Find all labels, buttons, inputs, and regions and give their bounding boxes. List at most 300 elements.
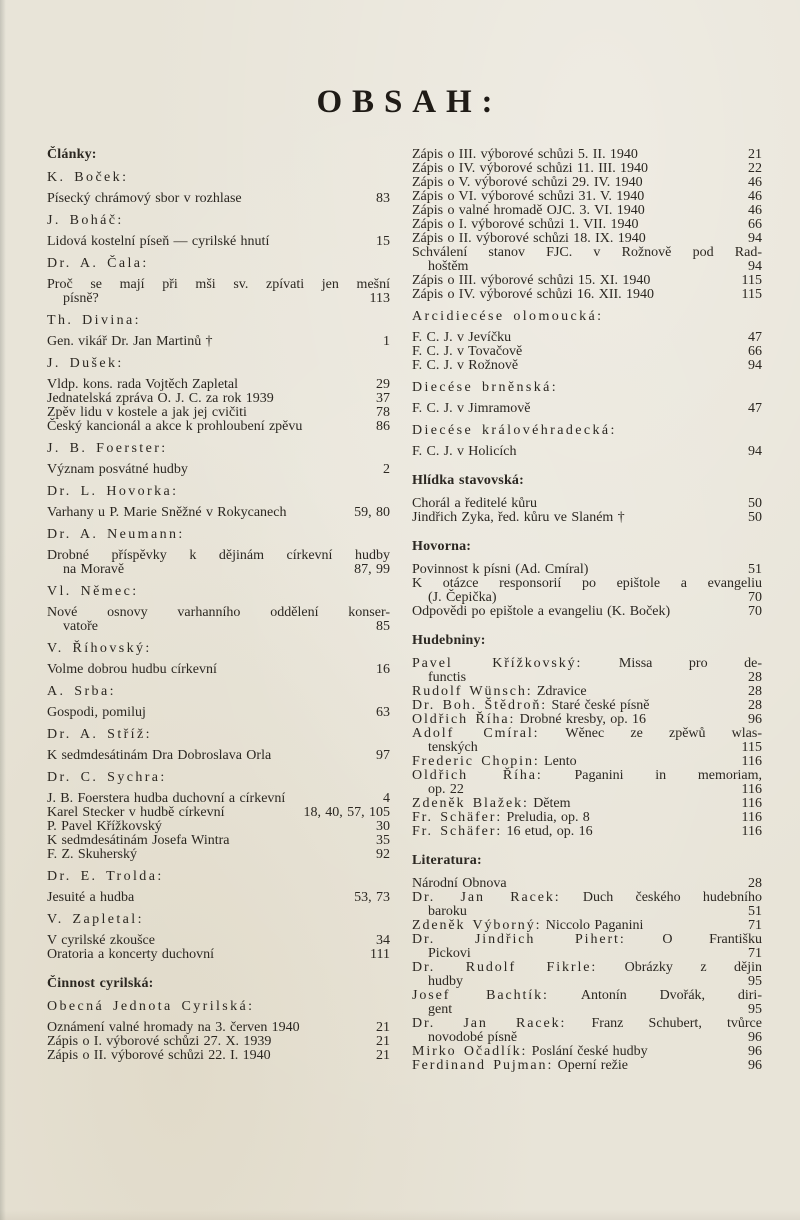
entry-page-number: 66	[748, 344, 762, 359]
toc-column-left	[47, 148, 390, 1073]
entry-text	[412, 877, 762, 891]
entry-line: Oznámení valné hromady na 3. červen 1940	[47, 1020, 300, 1035]
toc-entry	[412, 713, 762, 727]
entry-line: F. C. J. v Jevíčku	[412, 330, 512, 345]
entry-line: Jindřich Zyka, řed. kůru ve Slaném †	[412, 510, 625, 525]
entry-text	[412, 713, 762, 727]
entry-line: J. B. Foerstera hudba duchovní a církevní	[47, 791, 286, 806]
entry-page-number: 115	[741, 740, 762, 755]
entry-line: K sedmdesátinám Josefa Wintra	[47, 833, 230, 848]
entry-line: Nové osnovy varhanního oddělení konser-	[47, 605, 390, 620]
entry-text	[412, 825, 762, 839]
section-heading: Články:	[47, 147, 97, 162]
entry-text	[47, 1035, 390, 1049]
entry-text	[412, 577, 762, 605]
toc-entry	[412, 755, 762, 769]
entry-text	[47, 335, 390, 349]
toc-entry	[412, 345, 762, 359]
entry-page-number: 66	[748, 217, 762, 232]
entry-text	[47, 663, 390, 677]
entry-page-number: 1	[383, 334, 390, 349]
entry-text	[412, 563, 762, 577]
entry-page-number: 51	[748, 562, 762, 577]
entry-title: Niccolo Paganini	[545, 918, 644, 933]
spaced-heading: Arcidiecése olomoucká:	[412, 309, 604, 324]
entry-text	[412, 755, 762, 769]
entry-line: vatoře	[63, 619, 98, 634]
entry-line	[412, 699, 762, 713]
entry-text	[412, 331, 762, 345]
entry-line: F. C. J. v Rožnově	[412, 358, 519, 373]
toc-entry	[412, 204, 762, 218]
entry-title: Staré české písně	[551, 698, 650, 713]
toc-entry	[412, 1017, 762, 1045]
entry-page-number: 116	[741, 810, 762, 825]
entry-page-number: 16	[376, 662, 390, 677]
entry-author-name: Frederic Chopin:	[412, 754, 540, 769]
entry-line: F. C. J. v Tovačově	[412, 344, 523, 359]
entry-author-name: Fr. Schäfer:	[412, 824, 503, 839]
entry-author-name: Zdeněk Blažek:	[412, 796, 529, 811]
entry-page-number: 28	[748, 670, 762, 685]
entry-page-number: 83	[376, 191, 390, 206]
entry-text	[412, 933, 762, 961]
entry-text	[412, 402, 762, 416]
entry-text	[412, 148, 762, 162]
entry-text	[412, 699, 762, 713]
spaced-heading: Dr. E. Trolda:	[47, 869, 164, 884]
section-heading: Hlídka stavovská:	[412, 473, 524, 488]
entry-title: Franz Schubert, tvůrce	[591, 1016, 762, 1031]
toc-entry	[412, 577, 762, 605]
entry-author-name: Dr. Jan Racek:	[412, 890, 561, 905]
entry-line: Odpovědi po epištole a evangeliu (K. Boček)	[412, 604, 671, 619]
entry-line	[412, 727, 762, 741]
toc-entry	[47, 891, 390, 905]
entry-line: Zápis o III. výborové schůzi 15. XI. 1940	[412, 273, 651, 288]
entry-text	[412, 345, 762, 359]
entry-line	[412, 919, 762, 933]
entry-text	[47, 235, 390, 249]
spaced-heading: V. Říhovský:	[47, 641, 152, 656]
entry-page-number: 96	[748, 712, 762, 727]
entry-title: Obrázky z dějin	[624, 960, 762, 975]
entry-author-name: Mirko Očadlík:	[412, 1044, 528, 1059]
entry-text	[47, 820, 390, 834]
entry-author-name: Oldřich Říha:	[412, 712, 516, 727]
entry-line: Volme dobrou hudbu církevní	[47, 662, 217, 677]
entry-text	[412, 218, 762, 232]
entry-author-name: Pavel Křížkovský:	[412, 656, 583, 671]
toc-entry	[412, 497, 762, 511]
entry-text	[412, 657, 762, 685]
entry-text	[47, 848, 390, 862]
entry-line: Zápis o III. výborové schůzi 5. II. 1940	[412, 147, 638, 162]
entry-page-number: 111	[370, 947, 390, 962]
toc-entry	[412, 445, 762, 459]
entry-page-number: 51	[748, 904, 762, 919]
entry-line: Český kancionál a akce k prohloubení zpěvu	[47, 419, 303, 434]
toc-entry	[47, 749, 390, 763]
toc-entry	[412, 727, 762, 755]
entry-text	[412, 811, 762, 825]
entry-page-number: 18, 40, 57, 105	[303, 805, 390, 820]
spaced-heading: J. B. Foerster:	[47, 441, 168, 456]
entry-line	[412, 989, 762, 1003]
entry-text	[412, 190, 762, 204]
entry-line: Karel Stecker v hudbě církevní	[47, 805, 225, 820]
toc-entry	[412, 563, 762, 577]
entry-page-number: 115	[741, 287, 762, 302]
entry-page-number: 95	[748, 1002, 762, 1017]
spaced-heading: Vl. Němec:	[47, 584, 139, 599]
toc-entry	[47, 1021, 390, 1035]
entry-title: Wěnec ze zpěwů wlas-	[565, 726, 762, 741]
toc-entry	[412, 1045, 762, 1059]
entry-text	[47, 948, 390, 962]
entry-line: Zápis o II. výborové schůzi 22. I. 1940	[47, 1048, 271, 1063]
entry-page-number: 50	[748, 496, 762, 511]
entry-author-name: Dr. Jindřich Pihert:	[412, 932, 626, 947]
toc-entry	[412, 769, 762, 797]
entry-line	[412, 797, 762, 811]
entry-text	[47, 406, 390, 420]
entry-page-number: 50	[748, 510, 762, 525]
toc-entry	[47, 948, 390, 962]
toc-entry	[47, 706, 390, 720]
spaced-heading: Obecná Jednota Cyrilská:	[47, 999, 255, 1014]
entry-page-number: 94	[748, 259, 762, 274]
toc-entry	[412, 331, 762, 345]
entry-title: Preludia, op. 8	[506, 810, 590, 825]
toc-entry	[412, 246, 762, 274]
entry-page-number: 46	[748, 175, 762, 190]
entry-text	[412, 685, 762, 699]
toc-entry	[412, 919, 762, 933]
entry-page-number: 21	[748, 147, 762, 162]
entry-page-number: 94	[748, 444, 762, 459]
entry-page-number: 96	[748, 1044, 762, 1059]
toc-entry	[47, 378, 390, 392]
entry-page-number: 28	[748, 876, 762, 891]
spaced-heading: Dr. A. Neumann:	[47, 527, 185, 542]
entry-line: Zápis o II. výborové schůzi 18. IX. 1940	[412, 231, 646, 246]
spaced-heading: Dr. A. Stříž:	[47, 727, 152, 742]
entry-text	[47, 891, 390, 905]
toc-entry	[412, 811, 762, 825]
entry-title: Missa pro de-	[618, 656, 763, 671]
entry-line: Zápis o I. výborové schůzi 27. X. 1939	[47, 1034, 272, 1049]
spaced-heading: Diecése královéhradecká:	[412, 423, 617, 438]
entry-line: F. Z. Skuherský	[47, 847, 138, 862]
entry-line: Jednatelská zpráva O. J. C. za rok 1939	[47, 391, 274, 406]
entry-line: V cyrilské zkoušce	[47, 933, 155, 948]
entry-text	[47, 192, 390, 206]
entry-title: Zdravice	[536, 684, 587, 699]
entry-line: Proč se mají při mši sv. zpívati jen mešní	[47, 277, 390, 292]
entry-text	[412, 445, 762, 459]
entry-page-number: 113	[369, 291, 390, 306]
entry-line: písně?	[63, 291, 99, 306]
entry-page-number: 30	[376, 819, 390, 834]
entry-text	[412, 204, 762, 218]
entry-line: K otázce responsorií po epištole a evangeliu	[412, 576, 762, 591]
toc-entry	[412, 657, 762, 685]
entry-page-number: 92	[376, 847, 390, 862]
entry-page-number: 70	[748, 590, 762, 605]
entry-author-name: Fr. Schäfer:	[412, 810, 503, 825]
entry-page-number: 95	[748, 974, 762, 989]
entry-page-number: 86	[376, 419, 390, 434]
entry-page-number: 85	[376, 619, 390, 634]
entry-page-number: 22	[748, 161, 762, 176]
toc-columns	[47, 148, 762, 1073]
toc-entry	[412, 288, 762, 302]
entry-line: op. 22	[428, 782, 464, 797]
entry-text	[412, 769, 762, 797]
toc-entry	[47, 606, 390, 634]
entry-page-number: 70	[748, 604, 762, 619]
toc-entry	[47, 820, 390, 834]
toc-entry	[412, 699, 762, 713]
entry-text	[47, 606, 390, 634]
entry-line	[412, 685, 762, 699]
entry-text	[412, 727, 762, 755]
toc-entry	[47, 506, 390, 520]
entry-author-name: Josef Bachtík:	[412, 988, 549, 1003]
entry-page-number: 87, 99	[354, 562, 390, 577]
entry-title: O Františku	[662, 932, 762, 947]
entry-page-number: 47	[748, 330, 762, 345]
entry-page-number: 34	[376, 933, 390, 948]
entry-title: 16 etud, op. 16	[506, 824, 593, 839]
entry-author-name: Dr. Rudolf Fikrle:	[412, 960, 598, 975]
entry-line	[412, 755, 762, 769]
toc-entry	[47, 392, 390, 406]
entry-line: Lidová kostelní píseň — cyrilské hnutí	[47, 234, 270, 249]
entry-page-number: 37	[376, 391, 390, 406]
entry-line: P. Pavel Křížkovský	[47, 819, 162, 834]
entry-line: Zápis o VI. výborové schůzi 31. V. 1940	[412, 189, 645, 204]
entry-title: Poslání české hudby	[531, 1044, 648, 1059]
entry-text	[47, 792, 390, 806]
entry-line: na Moravě	[63, 562, 125, 577]
toc-entry	[412, 891, 762, 919]
toc-entry	[47, 463, 390, 477]
entry-text	[412, 274, 762, 288]
section-heading: Literatura:	[412, 853, 482, 868]
toc-entry	[47, 549, 390, 577]
entry-text	[412, 605, 762, 619]
entry-page-number: 115	[741, 273, 762, 288]
entry-text	[47, 378, 390, 392]
toc-entry	[47, 792, 390, 806]
entry-text	[412, 919, 762, 933]
entry-line: Gen. vikář Dr. Jan Martinů †	[47, 334, 213, 349]
entry-text	[412, 288, 762, 302]
entry-line	[412, 657, 762, 671]
entry-page-number: 2	[383, 462, 390, 477]
entry-text	[47, 834, 390, 848]
toc-column-right	[412, 148, 762, 1073]
toc-entry	[412, 1059, 762, 1073]
entry-line	[412, 769, 762, 783]
toc-entry	[412, 605, 762, 619]
toc-entry	[412, 190, 762, 204]
entry-author-name: Zdeněk Výborný:	[412, 918, 542, 933]
entry-line: tenských	[428, 740, 478, 755]
entry-text	[47, 934, 390, 948]
entry-page-number: 71	[748, 918, 762, 933]
entry-line	[412, 713, 762, 727]
toc-entry	[412, 989, 762, 1017]
entry-page-number: 71	[748, 946, 762, 961]
entry-title: Operní režie	[557, 1058, 629, 1073]
entry-line: Zápis o valné hromadě OJC. 3. VI. 1940	[412, 203, 645, 218]
entry-text	[412, 1059, 762, 1073]
entry-line: gent	[428, 1002, 453, 1017]
entry-page-number: 53, 73	[354, 890, 390, 905]
entry-line	[412, 1045, 762, 1059]
toc-entry	[47, 420, 390, 434]
entry-text	[47, 549, 390, 577]
entry-author-name: Dr. Jan Racek:	[412, 1016, 567, 1031]
entry-page-number: 116	[741, 782, 762, 797]
entry-page-number: 94	[748, 358, 762, 373]
entry-page-number: 96	[748, 1030, 762, 1045]
spaced-heading: J. Dušek:	[47, 356, 124, 371]
entry-page-number: 116	[741, 754, 762, 769]
entry-page-number: 116	[741, 824, 762, 839]
entry-page-number: 59, 80	[354, 505, 390, 520]
spaced-heading: J. Boháč:	[47, 213, 124, 228]
section-heading: Činnost cyrilská:	[47, 976, 154, 991]
entry-page-number: 35	[376, 833, 390, 848]
entry-page-number: 97	[376, 748, 390, 763]
entry-line: baroku	[428, 904, 467, 919]
entry-line: Význam posvátné hudby	[47, 462, 188, 477]
toc-entry	[412, 685, 762, 699]
toc-entry	[412, 176, 762, 190]
entry-line: functis	[428, 670, 467, 685]
toc-entry	[412, 797, 762, 811]
entry-page-number: 46	[748, 203, 762, 218]
entry-page-number: 96	[748, 1058, 762, 1073]
entry-line	[412, 891, 762, 905]
entry-line: F. C. J. v Holicích	[412, 444, 517, 459]
entry-line: Varhany u P. Marie Sněžné v Rokycanech	[47, 505, 287, 520]
entry-line: Zápis o V. výborové schůzi 29. IV. 1940	[412, 175, 643, 190]
toc-entry	[412, 274, 762, 288]
entry-line: hoštěm	[428, 259, 469, 274]
toc-entry	[47, 834, 390, 848]
entry-title: Drobné kresby, op. 16	[519, 712, 647, 727]
entry-line	[412, 825, 762, 839]
entry-page-number: 21	[376, 1048, 390, 1063]
entry-page-number: 28	[748, 698, 762, 713]
toc-entry	[412, 933, 762, 961]
entry-text	[412, 989, 762, 1017]
entry-line: Zápis o IV. výborové schůzi 16. XII. 1940	[412, 287, 655, 302]
entry-text	[412, 246, 762, 274]
entry-text	[412, 497, 762, 511]
entry-line	[412, 1059, 762, 1073]
entry-page-number: 46	[748, 189, 762, 204]
entry-line	[412, 933, 762, 947]
entry-title: Paganini in memoriam,	[574, 768, 763, 783]
toc-entry	[47, 934, 390, 948]
toc-entry	[412, 402, 762, 416]
entry-line: Povinnost k písni (Ad. Cmíral)	[412, 562, 589, 577]
section-heading: Hudebniny:	[412, 633, 486, 648]
toc-entry	[47, 663, 390, 677]
toc-entry	[47, 278, 390, 306]
entry-text	[47, 463, 390, 477]
entry-line: Jesuité a hudba	[47, 890, 135, 905]
entry-line: (J. Čepička)	[428, 590, 497, 605]
entry-text	[412, 232, 762, 246]
entry-line: Oratoria a koncerty duchovní	[47, 947, 214, 962]
entry-title: Lento	[544, 754, 577, 769]
entry-text	[412, 891, 762, 919]
entry-text	[47, 1049, 390, 1063]
toc-entry	[47, 848, 390, 862]
entry-page-number: 94	[748, 231, 762, 246]
entry-line	[412, 1017, 762, 1031]
toc-entry	[47, 335, 390, 349]
entry-author-name: Adolf Cmíral:	[412, 726, 540, 741]
toc-entry	[412, 162, 762, 176]
entry-page-number: 28	[748, 684, 762, 699]
entry-page-number: 15	[376, 234, 390, 249]
entry-text	[47, 749, 390, 763]
entry-line: Zpěv lidu v kostele a jak jej cvičiti	[47, 405, 247, 420]
entry-text	[412, 1045, 762, 1059]
entry-line: Chorál a ředitelé kůru	[412, 496, 537, 511]
entry-page-number: 63	[376, 705, 390, 720]
spaced-heading: Th. Divina:	[47, 313, 141, 328]
entry-text	[412, 1017, 762, 1045]
entry-author-name: Rudolf Wünsch:	[412, 684, 533, 699]
entry-line	[412, 811, 762, 825]
toc-entry	[412, 825, 762, 839]
entry-line: Drobné příspěvky k dějinám církevní hudby	[47, 548, 390, 563]
entry-page-number: 21	[376, 1034, 390, 1049]
section-heading: Hovorna:	[412, 539, 472, 554]
entry-author-name: Ferdinand Pujman:	[412, 1058, 554, 1073]
toc-entry	[412, 877, 762, 891]
toc-entry	[412, 961, 762, 989]
spaced-heading: Dr. A. Čala:	[47, 256, 149, 271]
toc-entry	[47, 1035, 390, 1049]
spaced-heading: V. Zapletal:	[47, 912, 144, 927]
entry-line: Národní Obnova	[412, 876, 507, 891]
toc-entry	[412, 218, 762, 232]
entry-author-name: Oldřich Říha:	[412, 768, 543, 783]
entry-author-name: Dr. Boh. Štědroň:	[412, 698, 548, 713]
entry-line: Pickovi	[428, 946, 471, 961]
toc-entry	[47, 192, 390, 206]
entry-text	[412, 511, 762, 525]
entry-text	[412, 176, 762, 190]
entry-page-number: 29	[376, 377, 390, 392]
entry-text	[47, 706, 390, 720]
page-title: OBSAH:	[316, 84, 503, 120]
entry-page-number: 4	[383, 791, 390, 806]
spaced-heading: Dr. L. Hovorka:	[47, 484, 179, 499]
entry-line: Písecký chrámový sbor v rozhlase	[47, 191, 242, 206]
toc-entry	[47, 235, 390, 249]
